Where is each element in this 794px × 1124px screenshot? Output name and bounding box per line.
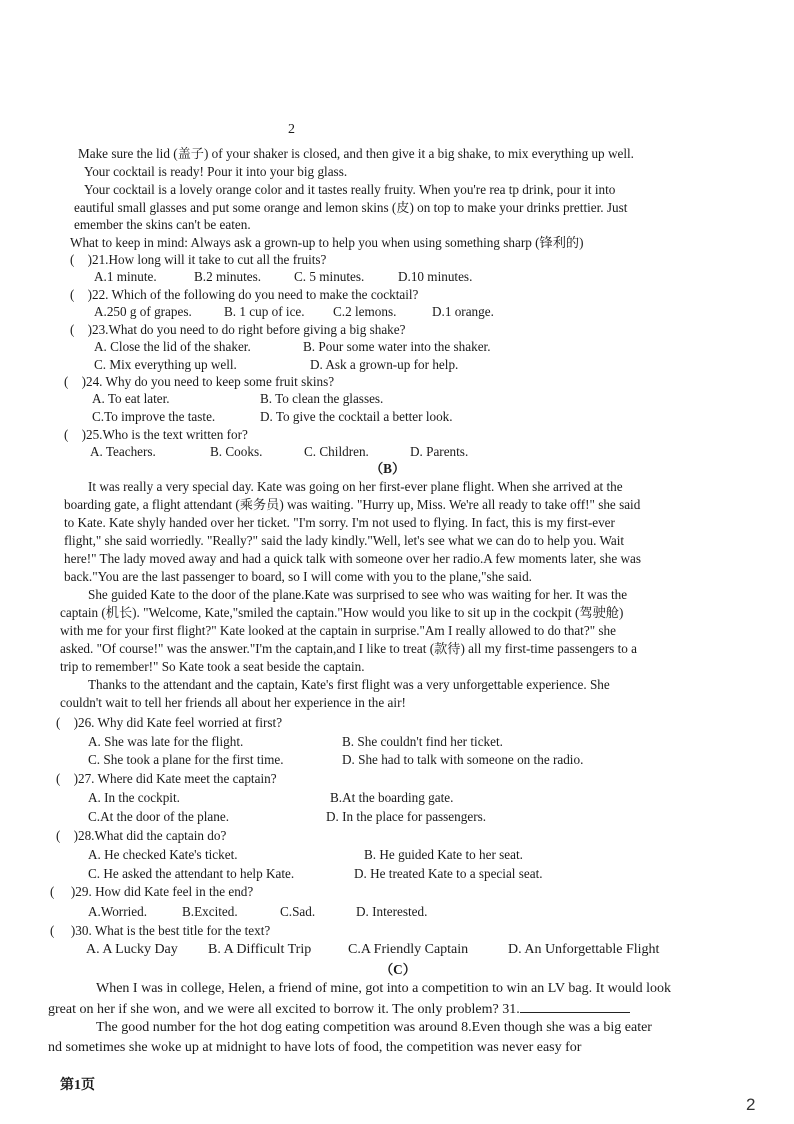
option: C.A Friendly Captain xyxy=(348,942,469,957)
question-stem: )23.What do you need to do right before giving a big shake? xyxy=(87,322,406,337)
keep-in-mind: What to keep in mind: Always ask a grown-up to help you when using something sharp (锋利的) xyxy=(70,235,584,250)
step-line: Your cocktail is ready! Pour it into your big glass. xyxy=(84,164,348,179)
passage-line: flight," she said worriedly. "Really?" said the lady kindly."Well, let's see what we can do to help you. Wait xyxy=(64,533,625,548)
option: B. 1 cup of ice. xyxy=(224,304,305,319)
passage-line: Thanks to the attendant and the captain, Kate's first flight was a very unforgettable experience. She xyxy=(88,677,610,692)
passage-line: captain (机长). "Welcome, Kate,"smiled the captain."How would you like to sit up in the cockpit (驾驶舱) xyxy=(60,605,624,620)
option: A. To eat later. xyxy=(92,391,170,406)
question-28: ( )28.What did the captain do? xyxy=(56,828,227,843)
question-25: ( )25.Who is the text written for? xyxy=(64,427,248,442)
answer-blank[interactable] xyxy=(520,1000,630,1013)
passage-line: The good number for the hot dog eating competition was around 8.Even though she was a big eater xyxy=(96,1020,652,1035)
option: B. Pour some water into the shaker. xyxy=(303,339,491,354)
page-label: 第1页 xyxy=(60,1078,95,1093)
option: C. He asked the attendant to help Kate. xyxy=(88,866,295,881)
option: C. Children. xyxy=(304,444,369,459)
passage-line: It was really a very special day. Kate was going on her first-ever plane flight. When she arrived at the xyxy=(88,479,623,494)
passage-line: nd sometimes she woke up at midnight to have lots of food, the competition was never easy for xyxy=(48,1040,582,1055)
passage-line: to Kate. Kate shyly handed over her ticket. "I'm sorry. I'm not used to flying. In fact, this is my first-ever xyxy=(64,515,615,530)
passage-line: boarding gate, a flight attendant (乘务员) was waiting. "Hurry up, Miss. We're all ready to take off!" she said xyxy=(64,497,641,512)
option: D. Interested. xyxy=(356,904,428,919)
option: D. Parents. xyxy=(410,444,469,459)
option: D. She had to talk with someone on the radio. xyxy=(342,752,584,767)
option: D. Ask a grown-up for help. xyxy=(310,357,459,372)
section-c-heading: （C） xyxy=(380,962,416,977)
question-stem: )26. Why did Kate feel worried at first? xyxy=(73,715,283,730)
question-stem: )29. How did Kate feel in the end? xyxy=(70,884,254,899)
option: D. He treated Kate to a special seat. xyxy=(354,866,543,881)
question-stem: )30. What is the best title for the text? xyxy=(70,923,271,938)
question-30: ( )30. What is the best title for the text? xyxy=(50,923,271,938)
option: D.1 orange. xyxy=(432,304,494,319)
passage-line: She guided Kate to the door of the plane.Kate was surprised to see who was waiting for her. It was the xyxy=(88,587,628,602)
question-27: ( )27. Where did Kate meet the captain? xyxy=(56,771,277,786)
passage-line: couldn't wait to tell her friends all about her experience in the air! xyxy=(60,695,406,710)
passage-line: When I was in college, Helen, a friend of mine, got into a competition to win an LV bag. It would look xyxy=(96,981,672,996)
option: A.Worried. xyxy=(88,904,147,919)
option: A.250 g of grapes. xyxy=(94,304,192,319)
step-line: Your cocktail is a lovely orange color and it tastes really fruity. When you're rea tp drink, pour it into xyxy=(84,182,616,197)
option: D. To give the cocktail a better look. xyxy=(260,409,453,424)
question-stem: )25.Who is the text written for? xyxy=(81,427,248,442)
option: B. Cooks. xyxy=(210,444,263,459)
option: C.To improve the taste. xyxy=(92,409,216,424)
step-line: Make sure the lid (盖子) of your shaker is closed, and then give it a big shake, to mix everything up well. xyxy=(78,146,634,161)
option: D.10 minutes. xyxy=(398,269,473,284)
option: B. He guided Kate to her seat. xyxy=(364,847,523,862)
option: B.2 minutes. xyxy=(194,269,262,284)
question-stem: )24. Why do you need to keep some fruit skins? xyxy=(81,374,335,389)
option: A. In the cockpit. xyxy=(88,790,180,805)
option: C. Mix everything up well. xyxy=(94,357,237,372)
option: D. In the place for passengers. xyxy=(326,809,487,824)
option: B. A Difficult Trip xyxy=(208,942,312,957)
step-line: emember the skins can't be eaten. xyxy=(74,217,251,232)
option: A. Teachers. xyxy=(90,444,156,459)
question-22: ( )22. Which of the following do you need to make the cocktail? xyxy=(70,287,419,302)
option: C.Sad. xyxy=(280,904,316,919)
question-29: ( )29. How did Kate feel in the end? xyxy=(50,884,254,899)
option: D. An Unforgettable Flight xyxy=(508,942,660,957)
passage-line: trip to remember!" So Kate took a seat beside the captain. xyxy=(60,659,365,674)
option: A. She was late for the flight. xyxy=(88,734,244,749)
option: B.At the boarding gate. xyxy=(330,790,454,805)
page-marker: 2 xyxy=(288,122,295,137)
passage-line: with me for your first flight?" Kate looked at the captain in surprise."Am I really allowed to do that?" she xyxy=(60,623,616,638)
option: B.Excited. xyxy=(182,904,238,919)
section-b-heading: （B） xyxy=(370,461,406,476)
passage-line xyxy=(48,1000,630,1018)
option: B. To clean the glasses. xyxy=(260,391,384,406)
option: A. He checked Kate's ticket. xyxy=(88,847,238,862)
option: C. 5 minutes. xyxy=(294,269,365,284)
question-21: ( )21.How long will it take to cut all the fruits? xyxy=(70,252,327,267)
question-26: ( )26. Why did Kate feel worried at first? xyxy=(56,715,283,730)
option: A.1 minute. xyxy=(94,269,157,284)
question-23: ( )23.What do you need to do right before giving a big shake? xyxy=(70,322,406,337)
question-stem: )28.What did the captain do? xyxy=(73,828,227,843)
question-stem: )21.How long will it take to cut all the fruits? xyxy=(87,252,327,267)
question-stem: )27. Where did Kate meet the captain? xyxy=(73,771,277,786)
option: B. She couldn't find her ticket. xyxy=(342,734,503,749)
page-number: 2 xyxy=(746,1095,756,1114)
option: C. She took a plane for the first time. xyxy=(88,752,284,767)
step-line: eautiful small glasses and put some orange and lemon skins (皮) on top to make your drinks prettier. Just xyxy=(74,200,628,215)
passage-line: asked. "Of course!" was the answer."I'm the captain,and I like to treat (款待) all my first-time passengers to a xyxy=(60,641,637,656)
option: C.At the door of the plane. xyxy=(88,809,229,824)
option: A. A Lucky Day xyxy=(86,942,178,957)
question-24: ( )24. Why do you need to keep some fruit skins? xyxy=(64,374,335,389)
passage-line: back."You are the last passenger to board, so I will come with you to the plane,"she said. xyxy=(64,569,532,584)
option: A. Close the lid of the shaker. xyxy=(94,339,251,354)
option: C.2 lemons. xyxy=(333,304,397,319)
question-stem: )22. Which of the following do you need to make the cocktail? xyxy=(87,287,419,302)
passage-text: great on her if she won, and we were all excited to borrow it. The only problem? 31. xyxy=(48,1002,520,1017)
passage-line: here!" The lady moved away and had a quick talk with someone over her radio.A few moments later, she was xyxy=(64,551,641,566)
